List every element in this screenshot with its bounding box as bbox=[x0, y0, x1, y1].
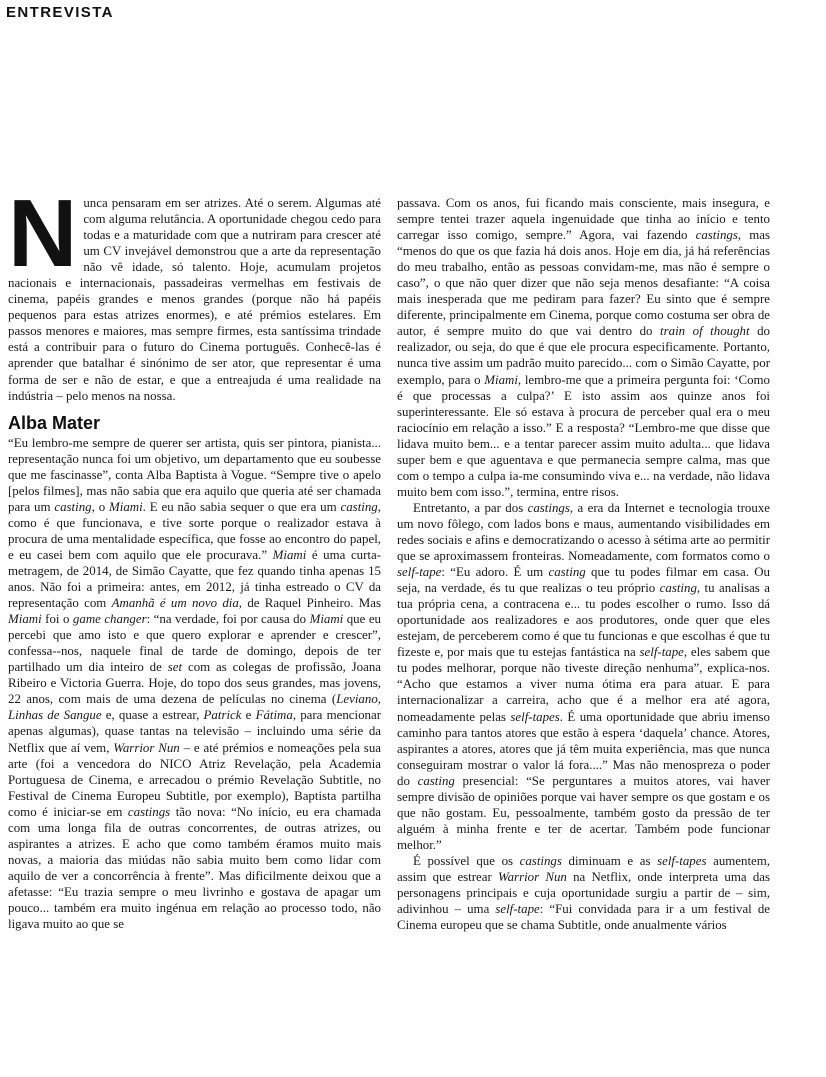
text-run: “Eu lembro-me sempre de querer ser artista, quis ser pintora, pianista... representação nunca foi um objetivo, um departamento que eu soubesse que me fascinasse”, conta Alba Baptista à Vogue. “Sempre tive o apelo [pelos filmes], mas não sabia que era aquilo que queria até ser chamada para um bbox=[8, 435, 381, 514]
text-run: , eles sabem que tu podes melhorar, porque não tiveste direção nenhuma”, explica-nos. “Acho que estamos a viver numa ótima era para atuar. E para internacionalizar a carreira, acho que é a melhor era até agora, nomeadamente pelas bbox=[397, 645, 770, 724]
italic-term: train of thought bbox=[660, 324, 750, 339]
text-run: , mas “menos do que os que fazia há dois anos. Hoje em dia, já há referências do meu trabalho, então as pessoas convidam-me, mas não é sempre o caso”, o que não quer dizer que não seja menos desafiante: “A coisa mais inesperada que me pediram para fazer? Eu sinto que é sempre diferente, principalmente em Cinema, porque como costuma ser obra de autor, é sempre muito do que vai dentro do bbox=[397, 228, 770, 339]
italic-term: game changer bbox=[72, 612, 147, 627]
body-paragraph bbox=[397, 500, 770, 853]
italic-term: Miami bbox=[309, 612, 344, 627]
italic-term: Warrior Nun bbox=[113, 740, 180, 755]
italic-term: set bbox=[167, 660, 183, 675]
italic-term: castings bbox=[527, 500, 570, 515]
text-run: . E eu não sabia sequer o que era um bbox=[142, 499, 341, 514]
text-run: e bbox=[241, 708, 256, 723]
italic-term: Miami bbox=[272, 547, 307, 562]
italic-term: Patrick bbox=[203, 708, 242, 723]
italic-term: casting bbox=[340, 499, 378, 514]
text-run: , a era da Internet e tecnologia trouxe um novo fôlego, com lados bons e maus, aumentando visibilidades em redes sociais e afins e democratizando o acesso à sétima arte ao permitir que se aproximassem fronteiras. Nomeadamente, com formatos como o bbox=[397, 500, 770, 564]
text-run: que tu podes filmar em casa. Ou seja, na verdade, és tu que realizas o teu próprio bbox=[397, 565, 770, 596]
body-paragraph bbox=[8, 435, 381, 932]
italic-term: Miami bbox=[8, 612, 42, 627]
italic-term: self-tapes bbox=[510, 709, 560, 724]
italic-term: Amanhã é um novo dia bbox=[111, 596, 239, 611]
text-run: unca pensaram em ser atrizes. Até o serem. Algumas até com alguma relutância. A oportunidade chegou cedo para todas e a maturidade com que a nutriram para crescer até um CV invejável demonstrou que a arte da representação não vê idade, só talento. Hoje, acumulam projetos nacionais e internacionais, passadeiras vermelhas em festivais de cinema, papéis grandes e menos grandes (porque não há papéis pequenos para estas atrizes enormes), e até prémios estelares. Em passos menores e maiores, mas sempre firmes, esta santíssima trindade está a contribuir para o futuro do Cinema português. Conhecê-las é aprender que batalhar é sinónimo de ser ator, que representar é uma forma de ser e não de estar, e que a entreajuda é uma realidade na indústria – pelo menos na nossa. bbox=[8, 196, 381, 403]
body-paragraph bbox=[397, 195, 770, 500]
italic-term: castings bbox=[695, 228, 738, 243]
italic-term: Fátima bbox=[255, 708, 293, 723]
italic-term: castings bbox=[519, 853, 562, 868]
text-run: , de Raquel Pinheiro. Mas bbox=[238, 596, 381, 611]
intro-paragraph bbox=[8, 180, 381, 404]
text-run: tão nova: “No início, eu era chamada com uma longa fila de outras concorrentes, de outras atrizes, ou aspirantes a atrizes. E acho que como também éramos muito mais novas, a maioria das miúdas não sabia muito bem como lidar com aquilo de ver a concorrência à frente”. Mas dificilmente deixou que a afetasse: “Eu trazia sempre o meu livrinho e gostava de apagar um pouco... também era muito ingénua em relação ao processo todo, não ligava muito ao que se bbox=[8, 804, 381, 932]
text-run: – e até prémios e nomeações pela sua arte (foi a vencedora do NICO Atriz Revelação, pela Academia Portuguesa de Cinema, e arrecadou o prémio Revelação Subtitle, no Festival de Cinema Europeu Subtitle, por exemplo), Baptista partilha como é iniciar-se em bbox=[8, 740, 381, 819]
italic-term: casting bbox=[417, 773, 455, 788]
text-run: com as colegas de profissão, Joana Ribeiro e Victoria Guerra. Hoje, do topo dos seus grandes, mas jovens, 22 anos, com mais de uma dezena de películas no cinema ( bbox=[8, 660, 381, 707]
text-run: : “Eu adoro. É um bbox=[441, 565, 549, 580]
text-run: diminuam e as bbox=[561, 853, 658, 868]
text-run: : “na verdade, foi por causa do bbox=[146, 612, 310, 627]
text-run: : “Fui convidada para ir a um festival de Cinema europeu que se chama Subtitle, onde anualmente vários bbox=[397, 902, 770, 933]
text-run: é uma curta-metragem, de 2014, de Simão Cayatte, que fez quando tinha apenas 15 anos. Não foi a primeira: antes, em 2012, já tinha estreado o CV da representação com bbox=[8, 547, 382, 611]
text-run: , lembro-me que a primeira pergunta foi: ‘Como é que processas a culpa?’ E isto assim aos quinze anos foi superinteressante. Ele só estava à procura de perceber qual era o meu raciocínio em relação a isso.” E a resposta? “Lembro-me que disse que lidava muito bem... e a tentar parecer assim muito adulta... que lidava super bem e que aguentava e que permanecia sempre calma, mas que com o tempo a culpa ia-me consumindo viva e... na verdade, não lidava muito bem com isso.”, termina, entre risos. bbox=[397, 372, 770, 499]
article-column-right bbox=[397, 195, 770, 933]
text-run: , como é que funcionava, e tive sorte porque o realizador estava à procura de uma mentalidade específica, que fosse ao encontro do papel, e eu casei bem com aquilo que ele procurava.” bbox=[8, 499, 381, 562]
text-run: , bbox=[377, 692, 381, 707]
italic-term: Miami bbox=[484, 372, 518, 387]
italic-term: casting bbox=[659, 581, 697, 596]
text-run: aumentem, assim que estrear bbox=[397, 853, 771, 884]
text-run: que eu percebi que amo isto e que quero explorar e aprender e crescer”, confessa--nos, naquele final de tarde de domingo, depois de ter partilhado um dia inteiro de bbox=[8, 612, 382, 675]
article-column-left bbox=[8, 180, 382, 932]
drop-cap: N bbox=[8, 180, 74, 287]
text-run: e, quase a estrear, bbox=[101, 708, 204, 723]
italic-term: Leviano bbox=[336, 692, 378, 707]
italic-term: self-tape bbox=[495, 902, 540, 917]
italic-term: Miami bbox=[109, 499, 143, 514]
italic-term: Warrior Nun bbox=[498, 869, 567, 884]
text-run: . É uma oportunidade que abriu imenso caminho para tantos atores que estão à espera ‘daquela’ chance. Atores, aspirantes a atores, atores que já têm muita experiência, mas que nunca conseguiram mostrar o valor lá fora....” Mas não menospreza o poder do bbox=[397, 709, 770, 788]
text-run: do realizador, ou seja, do que é que ele procura especificamente. Portanto, nunca tive assim um padrão muito parecido... com o Simão Cayatte, por exemplo, para o bbox=[397, 324, 770, 387]
body-paragraph bbox=[397, 853, 770, 933]
text-run: passava. Com os anos, fui ficando mais consciente, mais insegura, e sempre tentei trazer aquela ingenuidade que tinha ao início e tento carregar isso comigo, sempre.” Agora, vai fazendo bbox=[397, 196, 770, 243]
text-run: presencial: “Se perguntares a muitos atores, vai haver sempre divisão de opiniões porque vai haver sempre os que gostam e os que não gostam. Eu, pessoalmente, também gosto da pressão de ter alguém à minha frente e ter de acertar. Também pode funcionar melhor.” bbox=[397, 773, 770, 852]
italic-term: self-tapes bbox=[657, 853, 707, 868]
text-run: , tu analisas a tua própria cena, a contracena e... tu podes escolher o rumo. Isso dá oportunidade aos realizadores e aos produtores, onde quer que eles estejam, de perceberem como é que tu funcionas e que escolhas é que tu fizeste e, por mais que tu estejas fantástica na bbox=[397, 581, 770, 660]
section-subhead: Alba Mater bbox=[8, 412, 101, 433]
text-run: , para mencionar apenas algumas), quase tantas na televisão – incluindo uma série da Netflix que aí vem, bbox=[8, 708, 381, 755]
italic-term: Linhas de Sangue bbox=[8, 708, 102, 723]
text-run: , o bbox=[91, 499, 110, 514]
italic-term: self-tape bbox=[397, 565, 442, 580]
italic-term: casting bbox=[548, 565, 586, 580]
text-run: na Netflix, onde interpreta uma das personagens principais e cuja oportunidade surgiu a partir de – sim, adivinhou – uma bbox=[397, 869, 771, 917]
italic-term: self-tape bbox=[639, 645, 684, 660]
italic-term: casting bbox=[54, 499, 92, 514]
text-run: foi o bbox=[41, 612, 73, 627]
italic-term: castings bbox=[127, 804, 171, 819]
text-run: Entretanto, a par dos bbox=[413, 500, 528, 515]
text-run: É possível que os bbox=[413, 853, 520, 868]
section-label: ENTREVISTA bbox=[6, 4, 114, 21]
